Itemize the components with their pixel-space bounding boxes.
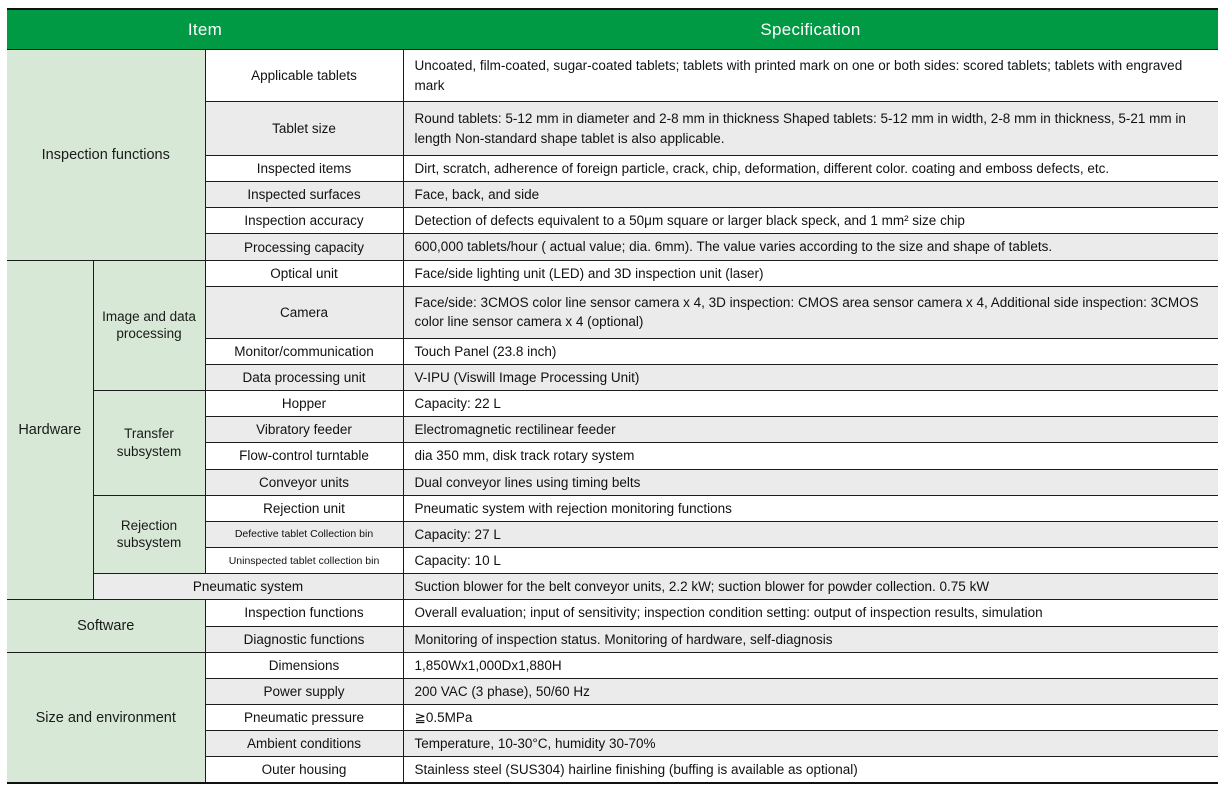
item-cell: Conveyor units — [205, 469, 403, 495]
spec-cell: Detection of defects equivalent to a 50μm square or larger black speck, and 1 mm² size chip — [403, 208, 1218, 234]
spec-cell: 1,850Wx1,000Dx1,880H — [403, 652, 1218, 678]
item-cell: Flow-control turntable — [205, 443, 403, 469]
item-cell: Rejection unit — [205, 495, 403, 521]
item-cell: Monitor/communication — [205, 338, 403, 364]
item-cell: Inspection accuracy — [205, 208, 403, 234]
spec-cell: Capacity: 22 L — [403, 391, 1218, 417]
item-cell: Inspection functions — [205, 600, 403, 626]
spec-cell: ≧0.5MPa — [403, 704, 1218, 730]
spec-cell: 200 VAC (3 phase), 50/60 Hz — [403, 678, 1218, 704]
group-cell-hardware: Hardware — [7, 260, 93, 600]
spec-table-wrapper — [7, 8, 1218, 784]
spec-table — [7, 8, 1218, 784]
item-cell: Tablet size — [205, 102, 403, 156]
group-cell-size-and-environment: Size and environment — [7, 652, 205, 783]
table-row — [7, 391, 1218, 417]
group-cell-inspection-functions: Inspection functions — [7, 50, 205, 261]
item-cell: Inspected items — [205, 156, 403, 182]
spec-cell: 600,000 tablets/hour ( actual value; dia. 6mm). The value varies according to the size and shape of tablets. — [403, 234, 1218, 260]
header-row — [7, 9, 1218, 50]
item-cell: Pneumatic pressure — [205, 704, 403, 730]
table-row — [7, 50, 1218, 102]
item-cell: Ambient conditions — [205, 731, 403, 757]
table-row — [7, 600, 1218, 626]
spec-cell: V-IPU (Viswill Image Processing Unit) — [403, 364, 1218, 390]
group-cell-software: Software — [7, 600, 205, 652]
spec-cell: Round tablets: 5-12 mm in diameter and 2-8 mm in thickness Shaped tablets: 5-12 mm in width, 2-8 mm in thickness, 5-21 mm in length Non-standard shape tablet is also applicable. — [403, 102, 1218, 156]
item-cell: Processing capacity — [205, 234, 403, 260]
item-cell: Data processing unit — [205, 364, 403, 390]
subgroup-cell-transfer-subsystem: Transfer subsystem — [93, 391, 205, 496]
subgroup-cell-image-data-processing: Image and data processing — [93, 260, 205, 390]
item-cell: Power supply — [205, 678, 403, 704]
table-row — [7, 495, 1218, 521]
spec-cell: dia 350 mm, disk track rotary system — [403, 443, 1218, 469]
spec-cell: Face, back, and side — [403, 182, 1218, 208]
spec-cell: Capacity: 10 L — [403, 548, 1218, 574]
spec-cell: Monitoring of inspection status. Monitoring of hardware, self-diagnosis — [403, 626, 1218, 652]
table-row — [7, 574, 1218, 600]
item-cell: Applicable tablets — [205, 50, 403, 102]
spec-cell: Pneumatic system with rejection monitoring functions — [403, 495, 1218, 521]
spec-cell: Dirt, scratch, adherence of foreign particle, crack, chip, deformation, different color. coating and emboss defects, etc. — [403, 156, 1218, 182]
header-specification: Specification — [403, 9, 1218, 50]
spec-cell: Electromagnetic rectilinear feeder — [403, 417, 1218, 443]
item-cell: Hopper — [205, 391, 403, 417]
spec-cell: Suction blower for the belt conveyor units, 2.2 kW; suction blower for powder collection. 0.75 kW — [403, 574, 1218, 600]
item-cell: Diagnostic functions — [205, 626, 403, 652]
table-row — [7, 652, 1218, 678]
spec-cell: Face/side lighting unit (LED) and 3D inspection unit (laser) — [403, 260, 1218, 286]
spec-cell: Face/side: 3CMOS color line sensor camera x 4, 3D inspection: CMOS area sensor camera x 4, Additional side inspection: 3CMOS color line sensor camera x 4 (optional) — [403, 286, 1218, 338]
spec-cell: Stainless steel (SUS304) hairline finishing (buffing is available as optional) — [403, 757, 1218, 784]
table-header — [7, 9, 1218, 50]
item-cell: Dimensions — [205, 652, 403, 678]
item-cell: Vibratory feeder — [205, 417, 403, 443]
item-cell: Camera — [205, 286, 403, 338]
item-cell: Optical unit — [205, 260, 403, 286]
header-item: Item — [7, 9, 403, 50]
item-cell-pneumatic-system: Pneumatic system — [93, 574, 403, 600]
table-body — [7, 50, 1218, 784]
item-cell: Uninspected tablet collection bin — [205, 548, 403, 574]
spec-cell: Touch Panel (23.8 inch) — [403, 338, 1218, 364]
spec-cell: Temperature, 10-30°C, humidity 30-70% — [403, 731, 1218, 757]
spec-cell: Overall evaluation; input of sensitivity; inspection condition setting: output of inspection results, simulation — [403, 600, 1218, 626]
item-cell: Inspected surfaces — [205, 182, 403, 208]
spec-cell: Uncoated, film-coated, sugar-coated tablets; tablets with printed mark on one or both sides: scored tablets; tablets with engraved mark — [403, 50, 1218, 102]
item-cell: Defective tablet Collection bin — [205, 521, 403, 547]
spec-cell: Capacity: 27 L — [403, 521, 1218, 547]
table-row — [7, 260, 1218, 286]
spec-cell: Dual conveyor lines using timing belts — [403, 469, 1218, 495]
subgroup-cell-rejection-subsystem: Rejection subsystem — [93, 495, 205, 573]
item-cell: Outer housing — [205, 757, 403, 784]
